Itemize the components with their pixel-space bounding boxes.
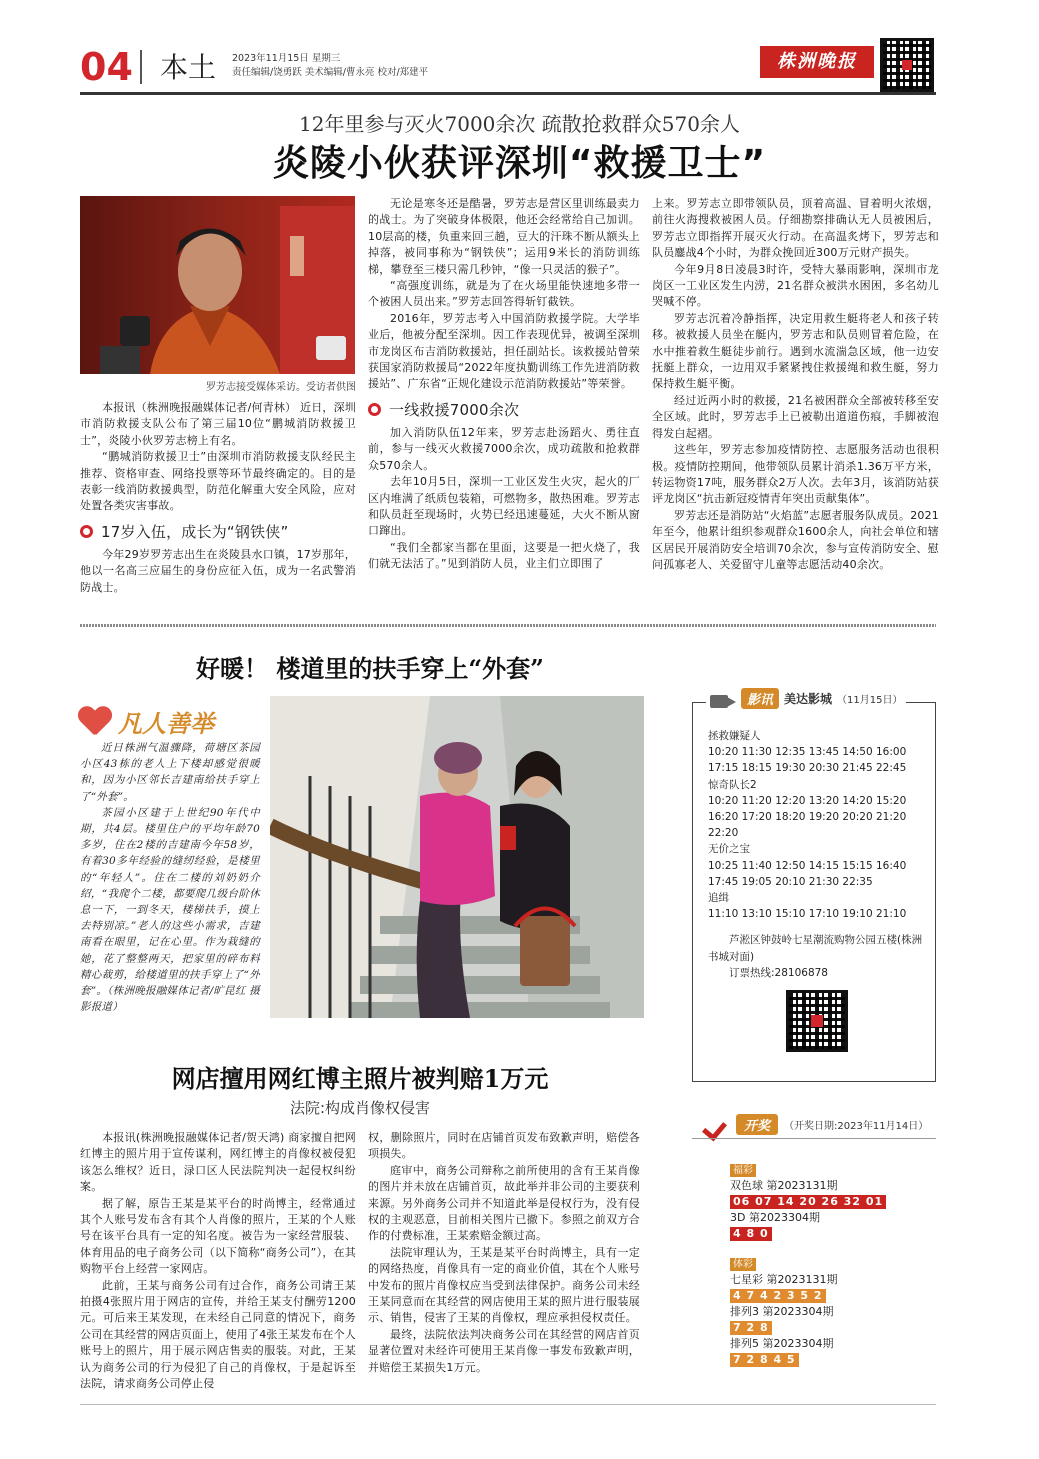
paragraph: 权，删除照片，同时在店铺首页发布致歉声明，赔偿各项损失。 bbox=[368, 1131, 640, 1161]
paragraph: 近日株洲气温骤降，荷塘区茶园小区43栋的老人上下楼却感觉很暖和，因为小区邻长吉建南给扶手穿上了“外套”。 bbox=[80, 742, 260, 803]
story3-subtitle: 法院:构成肖像权侵害 bbox=[289, 1099, 431, 1117]
lottery-label: 双色球 第2023131期 bbox=[730, 1179, 838, 1192]
lottery-category: 福彩 bbox=[730, 1164, 756, 1177]
story1-column-1 bbox=[80, 400, 356, 596]
paragraph: “鹏城消防救援卫士”由深圳市消防救援支队经民主推荐、资格审查、网络投票等环节最终确定的。目的是表彰一线消防救援典型，防范化解重大安全风险，应对处置各类灾害事故。 bbox=[80, 450, 356, 513]
lottery-rule bbox=[692, 1138, 936, 1139]
date-line: 2023年11月15日 星期三 bbox=[232, 53, 341, 64]
story3-column-2 bbox=[368, 1130, 640, 1376]
story1-column-3 bbox=[652, 196, 939, 573]
story1-subtitle: 12年里参与灭火7000余次 疏散抢救群众570余人 bbox=[299, 112, 740, 136]
cinema-qr-code-icon bbox=[786, 990, 848, 1052]
film-title: 拯救嫌疑人 bbox=[708, 730, 761, 742]
lottery-numbers: 4 8 0 bbox=[730, 1227, 772, 1241]
paragraph: 庭审中，商务公司辩称之前所使用的含有王某肖像的图片并未放在店铺首页，故此举并非公司的主要获利来源。另外商务公司并不知道此举是侵权行为，没有侵权的主观恶意，目前相关图片已撤下。参照之前双方合作的付费标准，王某索赔金额过高。 bbox=[368, 1163, 640, 1243]
qr-code-icon bbox=[880, 38, 934, 92]
paragraph: 今年29岁罗芳志出生在炎陵县水口镇，17岁那年，他以一名高三应届生的身份应征入伍，成为一名武警消防战士。 bbox=[80, 547, 356, 594]
film-camera-icon bbox=[710, 690, 736, 708]
cinema-schedule bbox=[708, 728, 928, 981]
bullet-ring-icon bbox=[368, 403, 381, 416]
paragraph: 经过近两小时的救援，21名被困群众全部被转移至安全区域。此时，罗芳志手上已被勒出道道伤痕，手脚被泡得发白起褶。 bbox=[652, 393, 939, 440]
story2-photo bbox=[270, 696, 644, 1018]
section-divider bbox=[80, 624, 936, 627]
paragraph: 据了解，原告王某是某平台的时尚博主，经常通过其个人账号发布含有其个人肖像的照片，王某的个人账号在该平台具有一定的知名度。被告为一家经营服装、体育用品的电子商务公司（以下简称“商务公司”），在其购物平台上经营一家网店。 bbox=[80, 1196, 356, 1276]
lottery-label: 3D 第2023304期 bbox=[730, 1211, 820, 1224]
paragraph: 罗芳志还是消防站“火焰蓝”志愿者服务队成员。2021年至今，他累计组织参观群众1600余人，向社会单位和辖区居民开展消防安全培训70余次，参与宣传消防安全、慰问孤寡老人、关爱留守儿童等志愿活动40余次。 bbox=[652, 508, 939, 571]
subheading bbox=[368, 399, 640, 421]
story3-column-1 bbox=[80, 1130, 356, 1393]
story1-photo-caption: 罗芳志接受媒体采访。受访者供图 bbox=[206, 382, 356, 393]
story1-column-2 bbox=[368, 196, 640, 573]
story3-title: 网店擅用网红博主照片被判赔1万元 bbox=[171, 1064, 549, 1093]
lottery-category: 体彩 bbox=[730, 1258, 756, 1271]
paragraph: 加入消防队伍12年来，罗芳志赴汤蹈火、勇往直前，参与一线灭火救援7000余次，成功疏散和抢救群众570余人。 bbox=[368, 425, 640, 472]
lottery-header bbox=[704, 1114, 928, 1135]
paragraph: “我们全都家当都在里面，这要是一把火烧了，我们就无法活了。”见到消防人员，业主们立即围了 bbox=[368, 540, 640, 571]
header-meta bbox=[232, 52, 428, 80]
section-name: 本土 bbox=[160, 51, 217, 84]
bullet-ring-icon bbox=[80, 525, 93, 538]
lottery-numbers: 4 7 4 2 3 5 2 bbox=[730, 1289, 826, 1303]
editors-line: 责任编辑/饶勇跃 美术编辑/曹永亮 校对/郑建平 bbox=[232, 67, 429, 78]
cinema-badge: 影讯 bbox=[741, 688, 779, 709]
heart-icon bbox=[78, 707, 114, 737]
story2-title: 好暖！ 楼道里的扶手穿上“外套” bbox=[196, 654, 544, 683]
lottery-label: 排列3 第2023304期 bbox=[730, 1305, 834, 1318]
cinema-name: 美达影城 bbox=[784, 692, 833, 706]
lottery-label: 排列5 第2023304期 bbox=[730, 1337, 834, 1350]
film-title: 惊奇队长2 bbox=[708, 778, 757, 791]
paragraph: 无论是寒冬还是酷暑，罗芳志是营区里训练最卖力的战士。为了突破身体极限，他还会经常给自己加训。10层高的楼，负重来回三趟，豆大的汗珠不断从额头上掉落，被同事称为“钢铁侠”；运用9米长的消防训练梯，攀登至三楼只需几秒钟，“像一只灵活的猴子”。 bbox=[368, 197, 640, 276]
firefighter-photo bbox=[80, 196, 355, 374]
lottery-results bbox=[730, 1158, 936, 1368]
story2-body bbox=[80, 740, 260, 1015]
film-title: 追缉 bbox=[708, 892, 729, 905]
paragraph: 这些年，罗芳志参加疫情防控、志愿服务活动也很积极。疫情防控期间，他带领队员累计消杀1.36万平方米，转运物资17吨，服务群众2万人次。去年3月，该消防站获评龙岗区“抗击新冠疫情青年突出贡献集体”。 bbox=[652, 443, 939, 506]
story1-photo bbox=[80, 196, 355, 374]
page-number: 04 bbox=[80, 45, 133, 89]
paragraph: 茶园小区建于上世纪90年代中期，共4层。楼里住户的平均年龄70多岁，住在2楼的吉建南今年58岁，有着30多年经验的缝纫经验，是楼里的“年轻人”。住在二楼的刘奶奶介绍，“我爬个二楼，都要爬几级台阶休息一下，一到冬天，楼梯扶手，摸上去特别凉。”老人的这些小需求，吉建南看在眼里，记在心里。作为栽缝的她，花了整整两天，把家里的碎布料精心裁剪，给楼道里的扶手穿上了“外套”。（株洲晚报融媒体记者/旷昆红 摄影报道） bbox=[80, 806, 260, 1014]
paragraph: 上来。罗芳志立即带领队员，顶着高温、冒着明火浓烟，前往火海搜救被困人员。仔细勘察排确认无人员被困后，罗芳志立即指挥开展灭火行动。在高温炙烤下，罗芳志和队员鏖战4个小时，为群众挽回近300万元财产损失。 bbox=[652, 197, 939, 260]
subheading-text: 一线救援7000余次 bbox=[389, 400, 520, 419]
film-times: 10:20 11:30 12:35 13:45 14:50 16:00 17:15 18:15 19:30 20:30 21:45 22:45 bbox=[708, 746, 907, 775]
paragraph: 罗芳志沉着冷静指挥，决定用救生艇将老人和孩子转移。被救援人员坐在艇内，罗芳志和队员则冒着危险，在水中推着救生艇徒步前行。遇到水流湍急区域，他一边安抚艇上群众，一边用双手紧紧拽住救援绳和救生艇，努力保持救生艇平衡。 bbox=[652, 311, 939, 391]
cinema-address: 芦淞区钟鼓岭七星潮流购物公园五楼(株洲书城对面) bbox=[708, 934, 923, 963]
subheading bbox=[80, 521, 356, 543]
header-rule bbox=[80, 92, 936, 95]
column-tag bbox=[78, 704, 214, 739]
lottery-numbers: 7 2 8 bbox=[730, 1321, 772, 1335]
paragraph: 最终，法院依法判决商务公司在其经营的网店首页显著位置对未经许可使用王某肖像一事发布致歉声明，并赔偿王某损失1万元。 bbox=[368, 1327, 640, 1374]
paragraph: 本报讯（株洲晚报融媒体记者/何青林） 近日，深圳市消防救援支队公布了第三届10位“鹏城消防救援卫士”，炎陵小伙罗芳志榜上有名。 bbox=[80, 401, 357, 447]
paragraph: “高强度训练，就是为了在火场里能快速地多带一个被困人员出来。”罗芳志回答得斩钉截铁。 bbox=[368, 279, 640, 309]
column-tag-label: 凡人善举 bbox=[118, 710, 214, 738]
newspaper-logo: 株洲晚报 bbox=[760, 46, 874, 78]
bottom-rule bbox=[80, 1404, 936, 1405]
lottery-date: （开奖日期:2023年11月14日） bbox=[784, 1121, 929, 1132]
stairway-photo bbox=[270, 696, 644, 1018]
check-icon bbox=[704, 1116, 730, 1134]
story1-title: 炎陵小伙获评深圳“救援卫士” bbox=[272, 143, 767, 184]
paragraph: 本报讯(株洲晚报融媒体记者/贺天鸿) 商家擅自把网红博主的照片用于宣传谋利，网红博主的肖像权被侵犯该怎么维权？近日，渌口区人民法院判决一起侵权纠纷案。 bbox=[80, 1131, 356, 1194]
cinema-date: （11月15日） bbox=[837, 695, 903, 706]
subheading-text: 17岁入伍，成长为“钢铁侠” bbox=[101, 522, 289, 541]
paragraph: 法院审理认为，王某是某平台时尚博主，具有一定的网络热度，肖像具有一定的商业价值，其在个人账号中发布的照片肖像权应当受到法律保护。商务公司未经王某同意而在其经营的网店使用王某的照片进行服装展示、销售，侵害了王某的肖像权，理应承担侵权责任。 bbox=[368, 1245, 640, 1325]
film-times: 10:20 11:20 12:20 13:20 14:20 15:20 16:20 17:20 18:20 19:20 20:20 21:20 22:20 bbox=[708, 794, 907, 840]
paragraph: 去年10月5日，深圳一工业区发生火灾，起火的厂区内堆满了纸质包装箱，可燃物多，散热困难。罗芳志和队员赶至现场时，火势已经迅速蔓延，大火不断从窗口蹿出。 bbox=[368, 475, 640, 538]
lottery-numbers: 7 2 8 4 5 bbox=[730, 1353, 799, 1367]
film-title: 无价之宝 bbox=[708, 843, 750, 856]
cinema-header bbox=[706, 688, 906, 709]
lottery-badge: 开奖 bbox=[736, 1114, 778, 1135]
film-times: 11:10 13:10 15:10 17:10 19:10 21:10 bbox=[708, 908, 907, 921]
lottery-numbers: 06 07 14 20 26 32 01 bbox=[730, 1195, 886, 1209]
paragraph: 今年9月8日凌晨3时许，受特大暴雨影响，深圳市龙岗区一工业区发生内涝，21名群众被洪水困困，多名幼儿哭喊不停。 bbox=[652, 262, 939, 309]
cinema-hotline: 订票热线:28106878 bbox=[729, 966, 828, 979]
lottery-label: 七星彩 第2023131期 bbox=[730, 1273, 838, 1286]
header-divider bbox=[140, 50, 142, 84]
paragraph: 此前，王某与商务公司有过合作，商务公司请王某拍摄4张照片用于网店的宣传，并给王某支付酬劳1200元。可后来王某发现，在未经自己同意的情况下，商务公司在其经营的网店页面上，使用了4张王某发布在个人账号上的照片，用于展示网店售卖的服装。对此，王某认为商务公司的行为侵犯了自己的肖像权，于是起诉至法院，请求商务公司停止侵 bbox=[80, 1278, 356, 1391]
film-times: 10:25 11:40 12:50 14:15 15:15 16:40 17:45 19:05 20:10 21:30 22:35 bbox=[708, 859, 907, 888]
paragraph: 2016年，罗芳志考入中国消防救援学院。大学毕业后，他被分配至深圳。因工作表现优异，被调至深圳市龙岗区布吉消防救援站，担任副站长。该救援站曾荣获国家消防救援局“2022年度执勤训练工作先进消防救援站”、广东省“正规化建设示范消防救援站”等荣誉。 bbox=[368, 311, 640, 391]
